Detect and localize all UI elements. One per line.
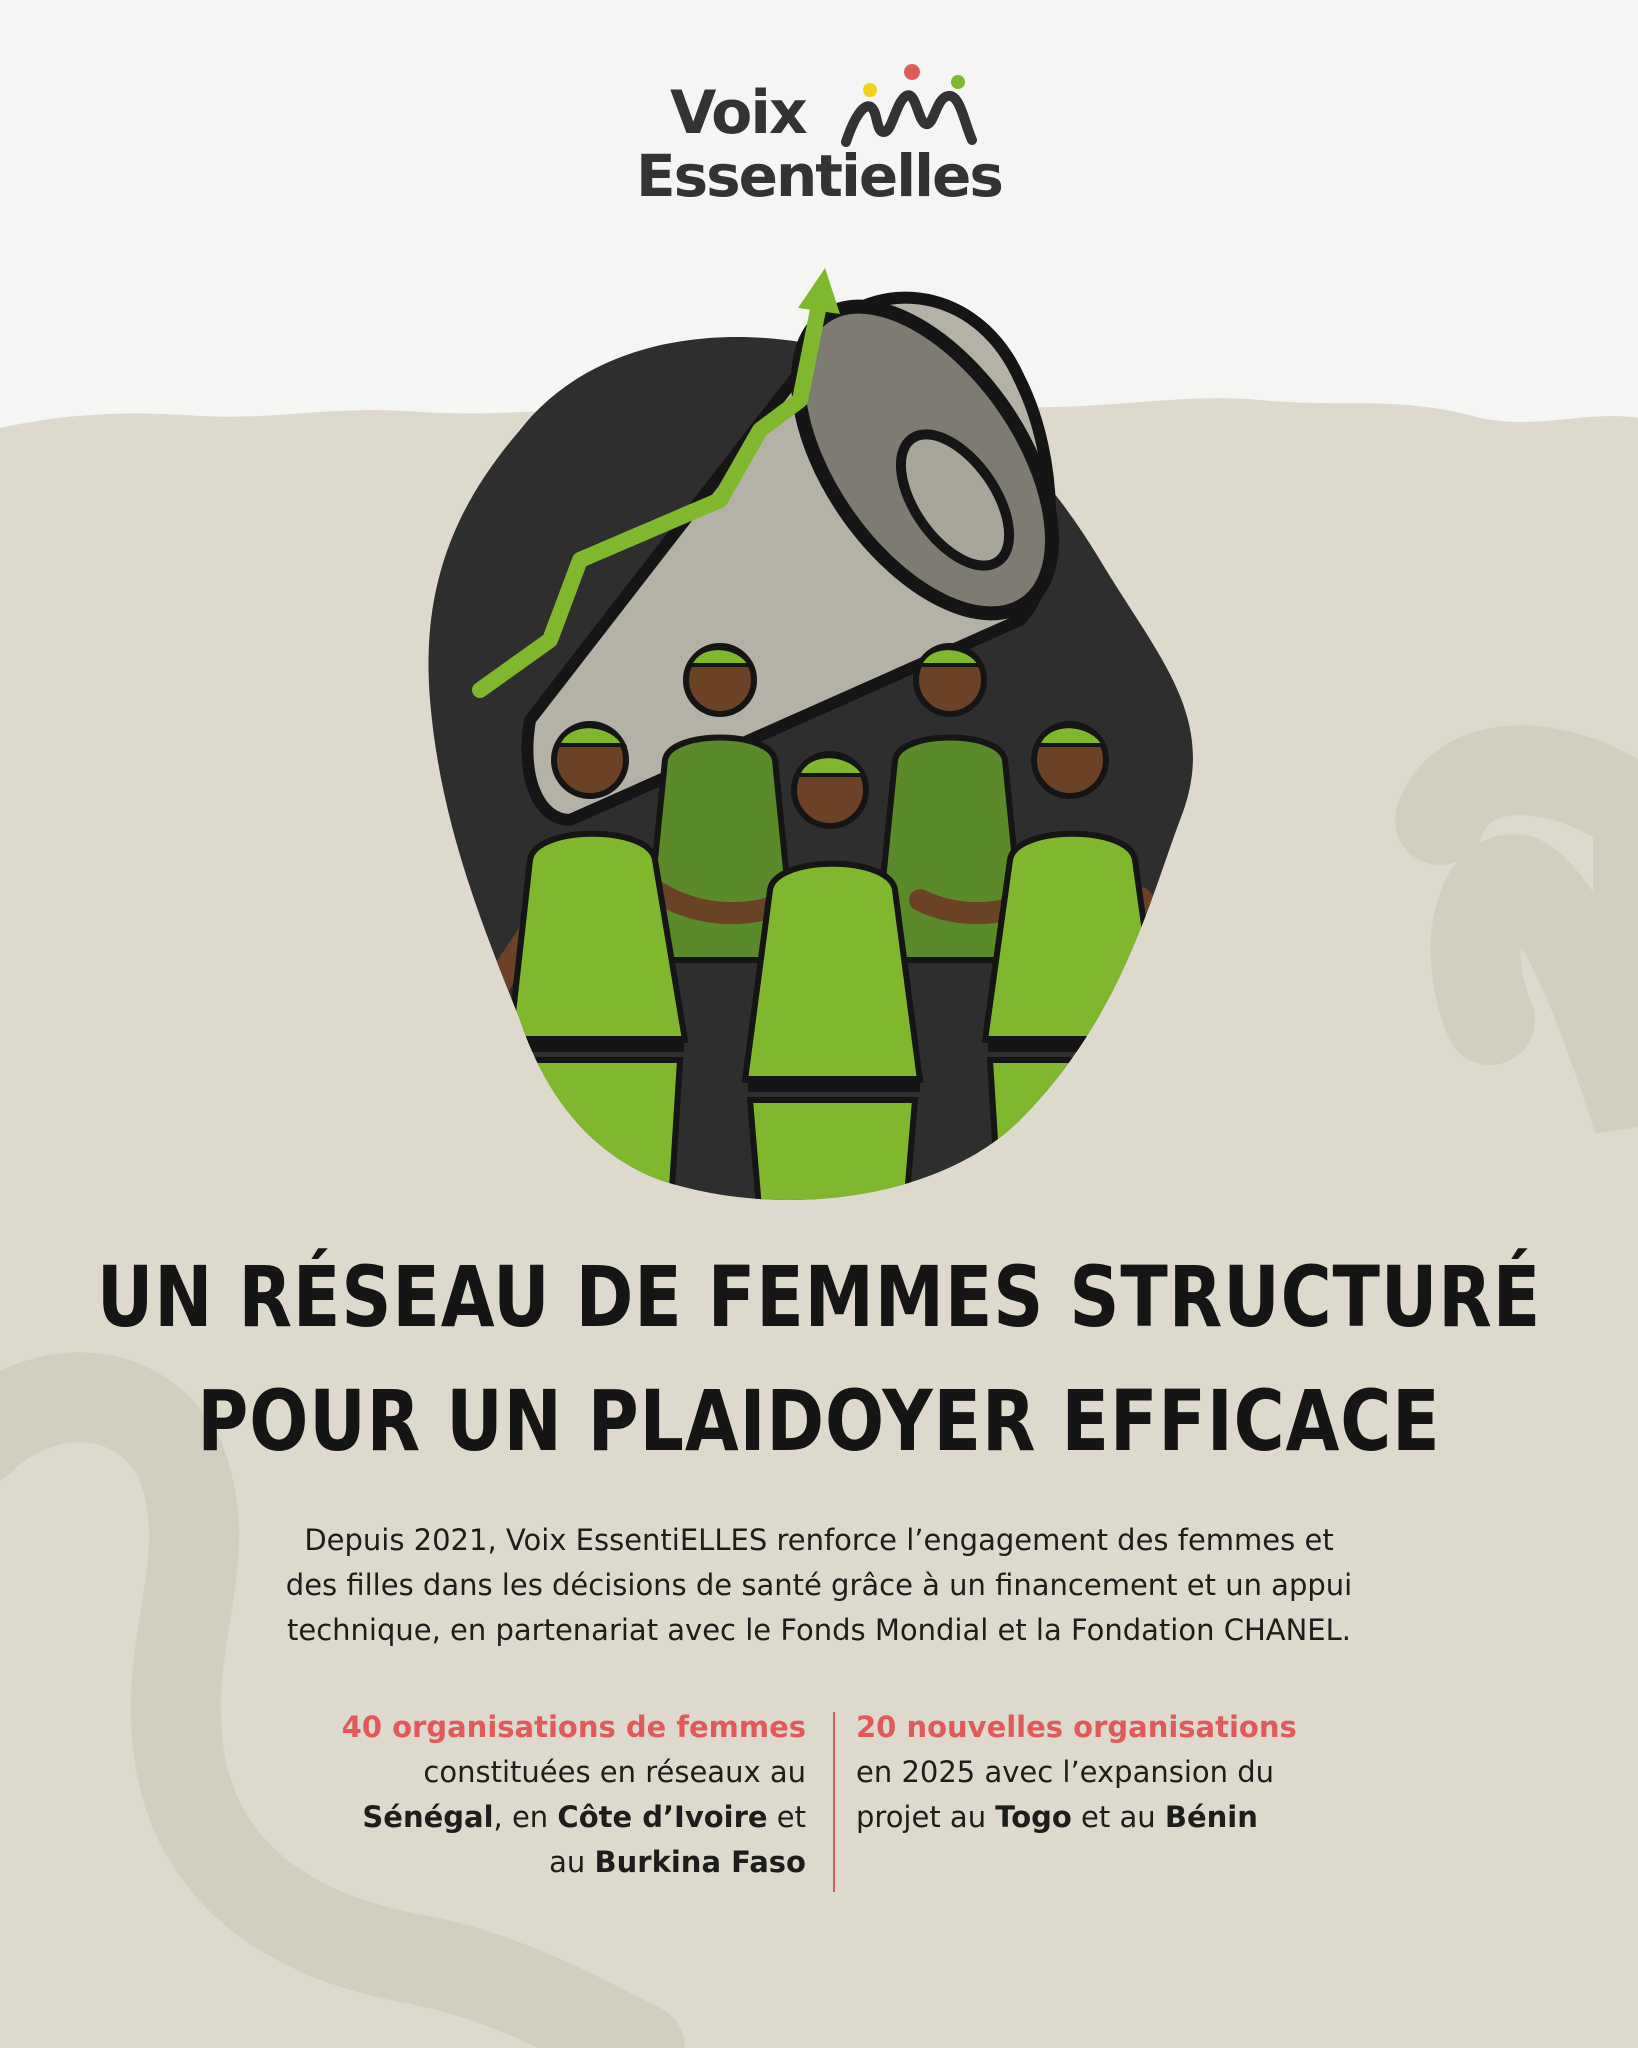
- logo-text-essentielles: Essentielles: [636, 142, 1002, 210]
- country-burkina-faso: Burkina Faso: [594, 1845, 806, 1879]
- stat-left-line2: Sénégal, en Côte d’Ivoire et: [362, 1800, 806, 1834]
- intro-line3: technique, en partenariat avec le Fonds Mondial et la Fondation CHANEL.: [287, 1613, 1351, 1647]
- brand-logo: [636, 62, 1006, 222]
- stat-left: [246, 1705, 806, 1885]
- country-benin: Bénin: [1164, 1800, 1258, 1834]
- stat-right-highlight: 20 nouvelles organisations: [856, 1710, 1297, 1744]
- intro-paragraph: [180, 1518, 1458, 1653]
- page-title-line2: POUR UN PLAIDOYER EFFICACE: [197, 1372, 1441, 1470]
- page-title: [0, 1235, 1638, 1483]
- intro-line1: Depuis 2021, Voix EssentiELLES renforce l’engagement des femmes et: [304, 1523, 1334, 1557]
- stat-left-highlight: 40 organisations de femmes: [341, 1710, 806, 1744]
- stat-divider: [833, 1712, 835, 1892]
- intro-line2: des filles dans les décisions de santé grâce à un financement et un appui: [285, 1568, 1353, 1602]
- stat-right: [856, 1705, 1416, 1840]
- country-togo: Togo: [995, 1800, 1072, 1834]
- three-people-figures-icon: [826, 62, 1006, 152]
- stat-left-line3: au Burkina Faso: [549, 1845, 806, 1879]
- country-senegal: Sénégal: [362, 1800, 494, 1834]
- logo-text-voix: Voix: [670, 78, 806, 148]
- stat-right-line2: projet au Togo et au Bénin: [856, 1800, 1258, 1834]
- stat-left-line1: constituées en réseaux au: [423, 1755, 806, 1789]
- women-megaphone-growth-arrow-illustration: [420, 260, 1280, 1220]
- stat-right-line1: en 2025 avec l’expansion du: [856, 1755, 1275, 1789]
- page-title-line1: UN RÉSEAU DE FEMMES STRUCTURÉ: [96, 1248, 1542, 1346]
- country-cote-divoire: Côte d’Ivoire: [557, 1800, 768, 1834]
